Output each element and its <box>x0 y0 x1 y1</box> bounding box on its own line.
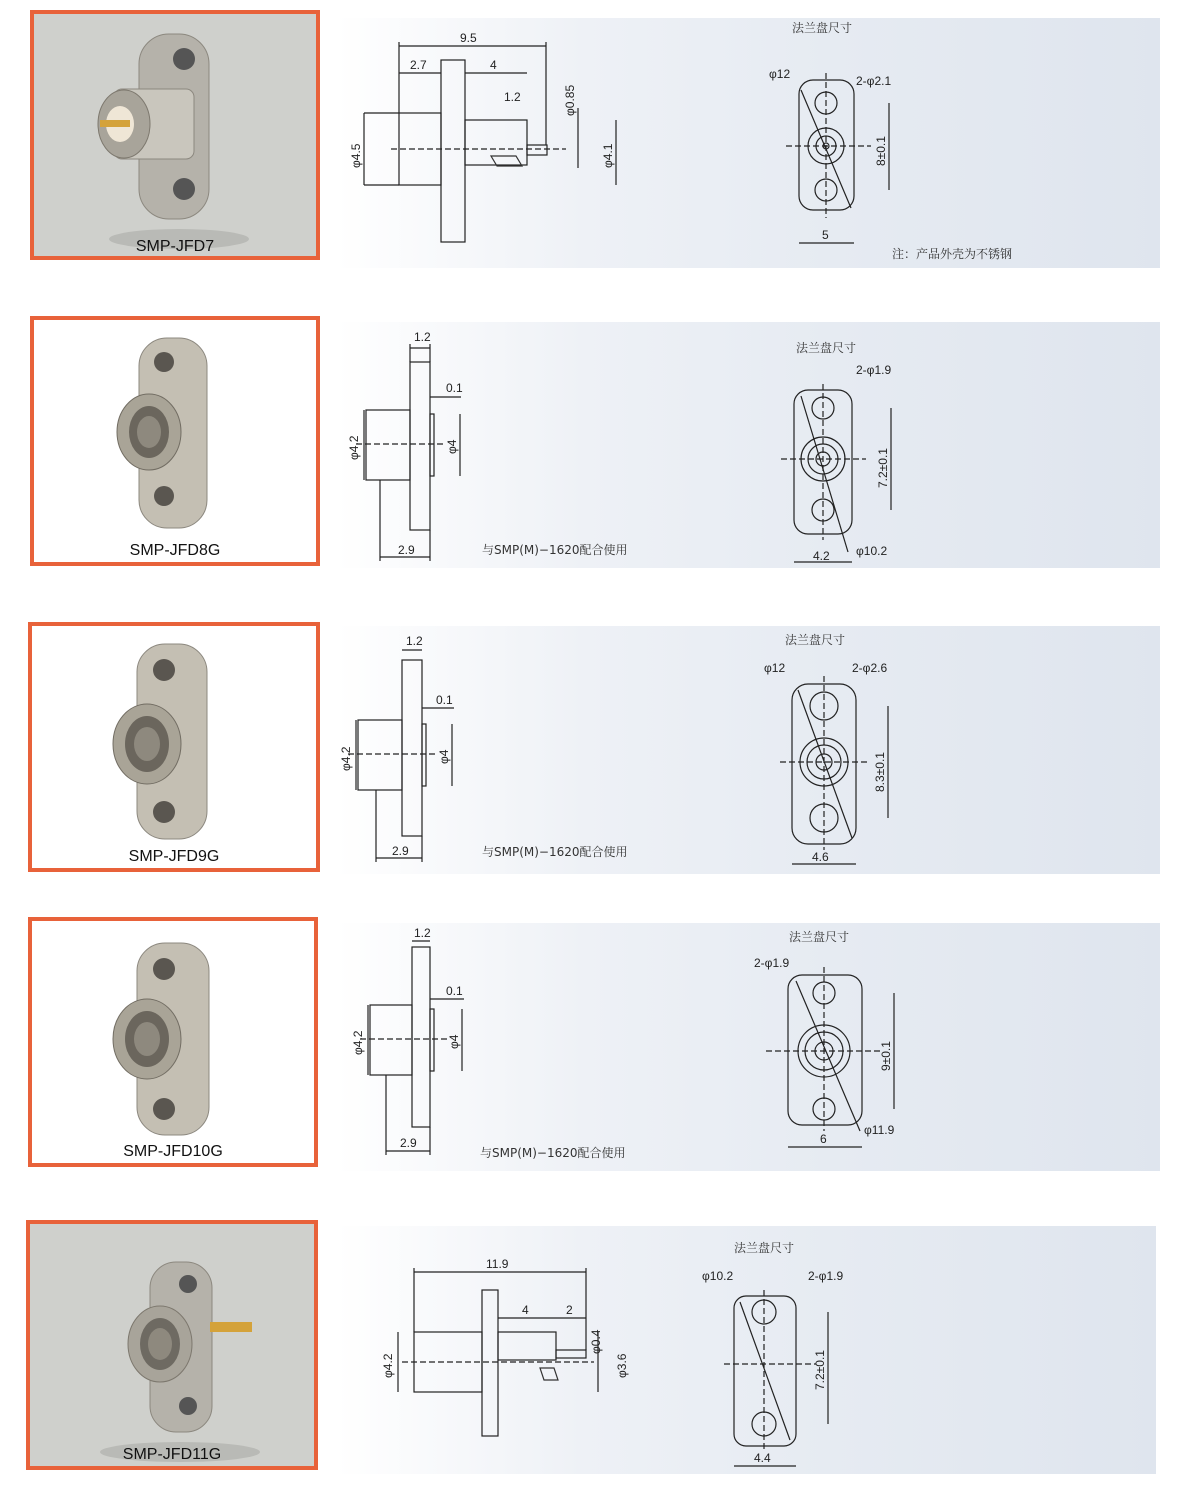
dim-label: 1.2 <box>414 330 431 344</box>
dim-label: 2.9 <box>392 844 409 858</box>
dim-label: 4 <box>522 1303 529 1317</box>
product-photo-card[interactable] <box>30 10 320 260</box>
dim-label: φ3.6 <box>615 1353 629 1378</box>
dim-label: φ10.2 <box>702 1269 734 1283</box>
product-row-jfd11g <box>0 1210 1200 1495</box>
product-photo-card[interactable] <box>30 316 320 566</box>
dim-label: φ4.5 <box>349 143 363 168</box>
product-row-jfd9g <box>0 610 1200 890</box>
dim-label: 2 <box>566 1303 573 1317</box>
technical-drawing <box>336 322 1160 568</box>
dim-label: φ11.9 <box>864 1123 895 1137</box>
dim-label: φ4 <box>437 749 451 764</box>
flange-title: 法兰盘尺寸 <box>796 341 857 355</box>
dim-label: 1.2 <box>414 926 431 940</box>
dim-label: 2-φ1.9 <box>808 1269 844 1283</box>
dim-label: 7.2±0.1 <box>813 1350 827 1390</box>
product-row-jfd8g <box>0 300 1200 580</box>
dim-label: 0.1 <box>446 984 463 998</box>
technical-drawing <box>336 923 1160 1171</box>
drawing-panel <box>336 322 1160 568</box>
dim-label: φ4 <box>445 439 459 454</box>
drawing-panel <box>336 626 1160 874</box>
dim-label: φ12 <box>764 661 786 675</box>
product-photo-card[interactable] <box>28 622 320 872</box>
dim-label: 6 <box>820 1132 827 1146</box>
dim-label: φ4 <box>447 1034 461 1049</box>
dim-label: φ4.2 <box>339 746 353 771</box>
drawing-panel <box>336 18 1160 268</box>
connector-photo <box>34 14 320 260</box>
dim-label: φ10.2 <box>856 544 888 558</box>
product-photo-card[interactable] <box>28 917 318 1167</box>
product-row-jfd10g <box>0 905 1200 1185</box>
dim-label: 2.7 <box>410 58 427 72</box>
drawing-panel <box>336 1226 1156 1474</box>
dim-label: φ12 <box>769 67 791 81</box>
drawing-panel <box>336 923 1160 1171</box>
dim-label: 2-φ1.9 <box>856 363 892 377</box>
dim-label: 2-φ2.1 <box>856 74 892 88</box>
dim-label: φ0.85 <box>563 84 577 116</box>
connector-photo <box>30 1224 318 1470</box>
technical-drawing <box>336 626 1160 874</box>
dim-label: 11.9 <box>486 1257 509 1271</box>
product-model-label: SMP-JFD9G <box>128 848 220 865</box>
connector-photo <box>34 320 320 566</box>
connector-photo <box>32 921 318 1167</box>
dim-label: 0.1 <box>436 693 453 707</box>
flange-title: 法兰盘尺寸 <box>734 1241 795 1255</box>
product-model-label: SMP-JFD8G <box>129 542 221 559</box>
dim-label: φ4.2 <box>347 435 361 460</box>
usage-note: 与SMP(M)−1620配合使用 <box>482 845 628 859</box>
dim-label: 8±0.1 <box>874 136 888 166</box>
technical-drawing <box>336 1226 1156 1474</box>
product-model-label: SMP-JFD10G <box>123 1143 223 1160</box>
dim-label: 0.1 <box>446 381 463 395</box>
dim-label: 4.4 <box>754 1451 771 1465</box>
technical-drawing <box>336 18 1160 268</box>
dim-label: 9.5 <box>460 31 477 45</box>
dim-label: 2.9 <box>398 543 415 557</box>
dim-label: 2.9 <box>400 1136 417 1150</box>
dim-label: φ4.2 <box>381 1353 395 1378</box>
dim-label: 4.6 <box>812 850 829 864</box>
flange-title: 法兰盘尺寸 <box>789 930 850 944</box>
dim-label: 7.2±0.1 <box>876 448 890 488</box>
product-model-label: SMP-JFD11G <box>122 1446 222 1463</box>
product-row-jfd7 <box>0 0 1200 290</box>
dim-label: φ0.4 <box>589 1329 603 1354</box>
flange-title: 法兰盘尺寸 <box>785 633 846 647</box>
dim-label: 2-φ2.6 <box>852 661 888 675</box>
product-model-label: SMP-JFD7 <box>135 238 215 255</box>
dim-label: 9±0.1 <box>879 1041 893 1071</box>
flange-title: 法兰盘尺寸 <box>792 21 853 35</box>
dim-label: 5 <box>822 228 829 242</box>
dim-label: 2-φ1.9 <box>754 956 790 970</box>
material-note: 注：产品外壳为不锈钢 <box>892 247 1013 261</box>
dim-label: 1.2 <box>504 90 521 104</box>
usage-note: 与SMP(M)−1620配合使用 <box>480 1146 626 1160</box>
dim-label: 1.2 <box>406 634 423 648</box>
product-photo-card[interactable] <box>26 1220 318 1470</box>
connector-photo <box>32 626 320 872</box>
dim-label: 8.3±0.1 <box>873 752 887 792</box>
dim-label: φ4.1 <box>601 143 615 168</box>
dim-label: 4.2 <box>813 549 830 563</box>
dim-label: φ4.2 <box>351 1030 365 1055</box>
dim-label: 4 <box>490 58 497 72</box>
usage-note: 与SMP(M)−1620配合使用 <box>482 543 628 557</box>
